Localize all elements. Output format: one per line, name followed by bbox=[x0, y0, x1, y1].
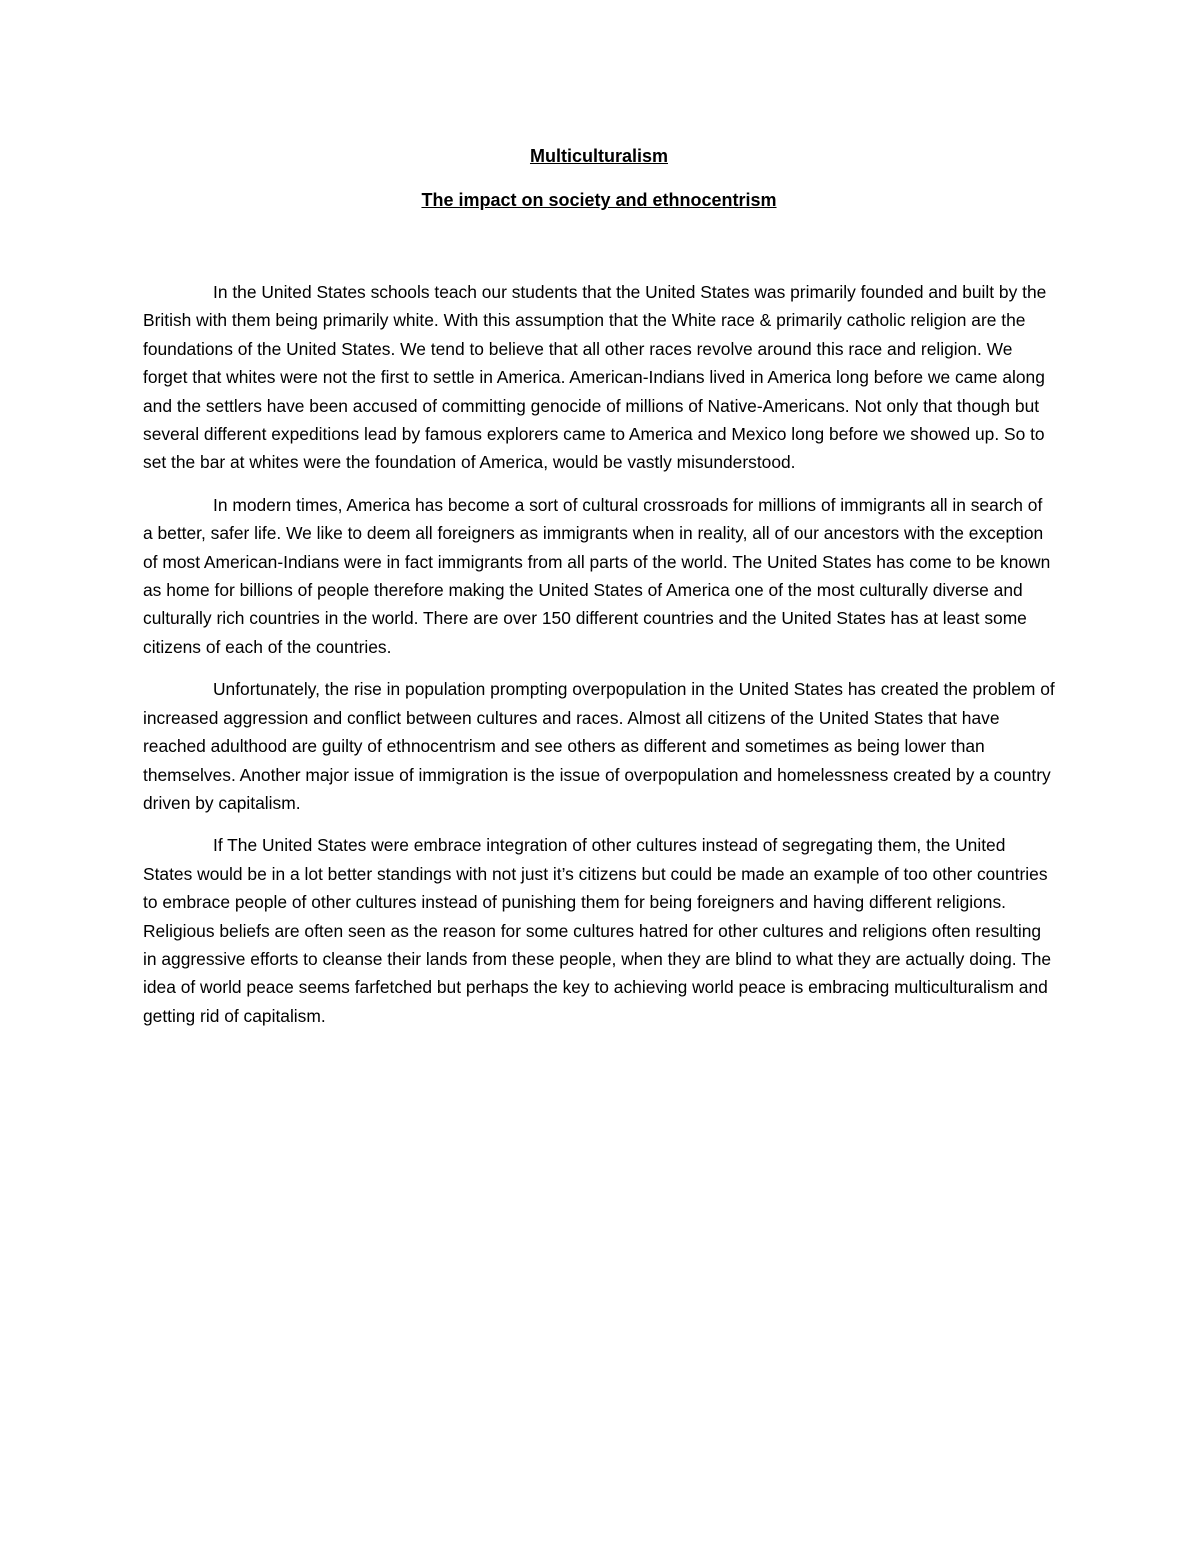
document-subtitle: The impact on society and ethnocentrism bbox=[421, 190, 777, 210]
paragraph-3: Unfortunately, the rise in population prompting overpopulation in the United States has created the problem of increased aggression and conflict between cultures and races. Almost all citizens of the United States that have reached adulthood are guilty of ethnocentrism and see others as different and sometimes as being lower than themselves. Another major issue of immigration is the issue of overpopulation and homelessness created by a country driven by capitalism. bbox=[143, 679, 1055, 813]
paragraph-4: If The United States were embrace integration of other cultures instead of segregating them, the United States would be in a lot better standings with not just it’s citizens but could be made an example of too other countries to embrace people of other cultures instead of punishing them for being foreigners and having different religions. Religious beliefs are often seen as the reason for some cultures hatred for other cultures and religions often resulting in aggressive efforts to cleanse their lands from these people, when they are blind to what they are actually doing. The idea of world peace seems farfetched but perhaps the key to achieving world peace is embracing multiculturalism and getting rid of capitalism. bbox=[143, 835, 1052, 1026]
document-title: Multiculturalism bbox=[529, 146, 668, 166]
document-body bbox=[143, 142, 1055, 1044]
paragraph-2: In modern times, America has become a sort of cultural crossroads for millions of immigrants all in search of a better, safer life. We like to deem all foreigners as immigrants when in reality, all of our ancestors with the exception of most American-Indians were in fact immigrants from all parts of the world. The United States has come to be known as home for billions of people therefore making the United States of America one of the most culturally diverse and culturally rich countries in the world. There are over 150 different countries and the United States has at least some citizens of each of the countries. bbox=[143, 494, 1051, 657]
paragraph-1: In the United States schools teach our students that the United States was primarily founded and built by the British with them being primarily white. With this assumption that the White race & primarily catholic religion are the foundations of the United States. We tend to believe that all other races revolve around this race and religion. We forget that whites were not the first to settle in America. American-Indians lived in America long before we came along and the settlers have been accused of committing genocide of millions of Native-Americans. Not only that though but several different expeditions lead by famous explorers came to America and Mexico long before we showed up. So to set the bar at whites were the foundation of America, would be vastly misunderstood. bbox=[143, 282, 1047, 473]
